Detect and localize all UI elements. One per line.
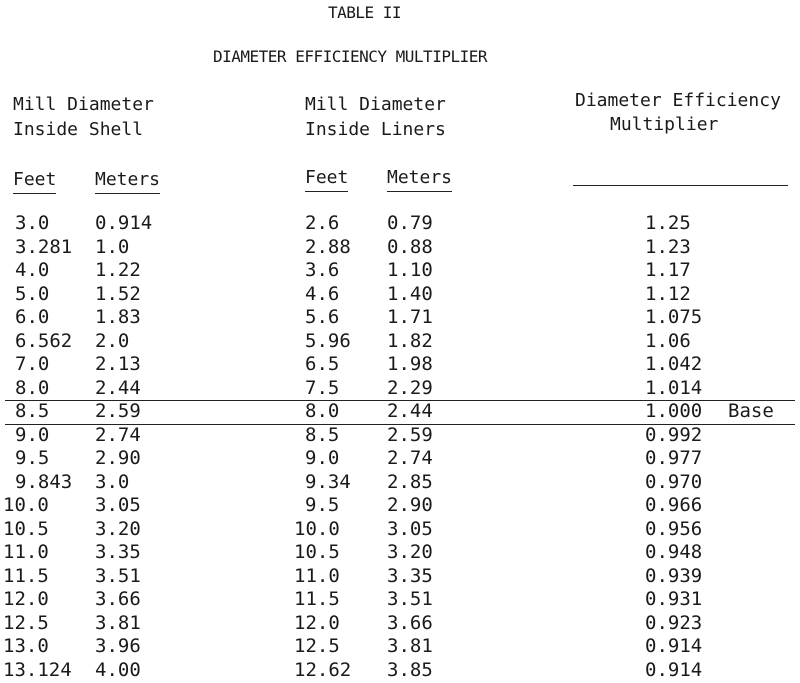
liner-feet-cell: 5.6	[305, 306, 340, 328]
shell-meters-cell: 3.0	[95, 470, 130, 493]
multiplier-cell: 0.931	[645, 588, 703, 610]
multiplier-cell: 0.948	[645, 541, 703, 563]
liner-meters-cell: 1.10	[387, 259, 433, 281]
shell-feet-cell: 12.5	[3, 611, 49, 634]
liner-feet-cell: 10.0	[294, 517, 340, 540]
multiplier-cell: 0.977	[645, 447, 703, 469]
liner-meters-cell: 2.44	[387, 400, 433, 422]
shell-meters-cell: 3.05	[95, 494, 141, 516]
shell-feet-cell: 12.0	[3, 588, 49, 610]
liner-meters-cell: 2.29	[387, 376, 433, 399]
multiplier-header-line2: Multiplier	[610, 114, 719, 135]
liner-meters-cell: 2.85	[387, 470, 433, 493]
shell-feet-cell: 13.124	[3, 658, 72, 681]
table-row	[0, 283, 800, 306]
multiplier-cell: 1.23	[645, 235, 691, 258]
shell-feet-cell: 3.0	[15, 212, 50, 234]
liner-meters-cell: 2.90	[387, 494, 433, 516]
shell-meters-cell: 1.22	[95, 259, 141, 281]
shell-meters-cell: 3.81	[95, 611, 141, 634]
table-row	[0, 306, 800, 329]
shell-meters-cell: 2.44	[95, 376, 141, 399]
liners-meters-header: Meters	[387, 165, 452, 192]
liner-meters-cell: 2.59	[387, 423, 433, 446]
multiplier-header-line1: Diameter Efficiency	[575, 90, 781, 111]
liner-feet-cell: 9.34	[305, 470, 351, 493]
multiplier-cell: 0.914	[645, 658, 703, 681]
shell-feet-cell: 10.0	[3, 494, 49, 516]
shell-meters-cell: 3.66	[95, 588, 141, 610]
liner-feet-cell: 12.5	[294, 635, 340, 657]
shell-meters-cell: 3.96	[95, 635, 141, 657]
table-row	[0, 259, 800, 282]
multiplier-cell: 1.000	[645, 400, 703, 422]
multiplier-cell: 1.06	[645, 329, 691, 352]
shell-meters-cell: 2.0	[95, 329, 130, 352]
liner-meters-cell: 0.79	[387, 212, 433, 234]
shell-feet-cell: 11.5	[3, 564, 49, 587]
liner-meters-cell: 1.40	[387, 282, 433, 305]
liner-meters-cell: 3.05	[387, 517, 433, 540]
shell-feet-cell: 6.0	[15, 306, 50, 328]
shell-feet-header: Feet	[13, 167, 56, 194]
liner-meters-cell: 1.82	[387, 329, 433, 352]
liner-feet-cell: 6.5	[305, 353, 340, 375]
shell-feet-cell: 8.0	[15, 376, 50, 399]
shell-meters-cell: 1.83	[95, 306, 141, 328]
table-row	[0, 424, 800, 447]
base-label: Base	[728, 400, 774, 422]
liner-feet-cell: 7.5	[305, 376, 340, 399]
table-row	[0, 212, 800, 235]
liner-meters-cell: 3.51	[387, 588, 433, 610]
liner-meters-cell: 3.35	[387, 564, 433, 587]
table-title: TABLE II	[328, 3, 402, 22]
shell-meters-cell: 2.90	[95, 447, 141, 469]
multiplier-cell: 0.956	[645, 517, 703, 540]
multiplier-cell: 1.075	[645, 306, 703, 328]
shell-meters-cell: 3.51	[95, 564, 141, 587]
table-row	[0, 635, 800, 658]
liner-feet-cell: 4.6	[305, 282, 340, 305]
multiplier-cell: 1.25	[645, 212, 691, 234]
multiplier-cell: 0.966	[645, 494, 703, 516]
table-row	[0, 659, 800, 682]
shell-meters-cell: 2.59	[95, 400, 141, 422]
table-row	[0, 471, 800, 494]
liner-feet-cell: 8.5	[305, 423, 340, 446]
liner-feet-cell: 9.0	[305, 447, 340, 469]
base-row-bottom-rule	[5, 424, 795, 425]
table-subtitle: DIAMETER EFFICIENCY MULTIPLIER	[213, 47, 487, 66]
table-row	[0, 612, 800, 635]
base-row-top-rule	[5, 400, 795, 401]
shell-feet-cell: 3.281	[15, 235, 73, 258]
table-row	[0, 377, 800, 400]
shell-feet-cell: 5.0	[15, 282, 50, 305]
table-row	[0, 236, 800, 259]
shell-feet-cell: 9.0	[15, 423, 50, 446]
liner-feet-cell: 5.96	[305, 329, 351, 352]
shell-feet-cell: 10.5	[3, 517, 49, 540]
liner-feet-cell: 10.5	[294, 541, 340, 563]
shell-feet-cell: 6.562	[15, 329, 73, 352]
liner-feet-cell: 11.0	[294, 564, 340, 587]
table-row	[0, 588, 800, 611]
liner-meters-cell: 1.98	[387, 353, 433, 375]
shell-feet-cell: 9.843	[15, 470, 73, 493]
multiplier-cell: 0.939	[645, 564, 703, 587]
liner-meters-cell: 1.71	[387, 306, 433, 328]
liner-feet-cell: 9.5	[305, 494, 340, 516]
liner-feet-cell: 12.62	[294, 658, 352, 681]
shell-meters-cell: 3.20	[95, 517, 141, 540]
multiplier-cell: 0.992	[645, 423, 703, 446]
liner-meters-cell: 3.81	[387, 635, 433, 657]
liner-feet-cell: 8.0	[305, 400, 340, 422]
shell-feet-cell: 7.0	[15, 353, 50, 375]
multiplier-header-rule	[573, 185, 788, 186]
liners-feet-header: Feet	[305, 165, 348, 192]
shell-meters-cell: 4.00	[95, 658, 141, 681]
shell-meters-header: Meters	[95, 167, 160, 194]
shell-meters-cell: 2.74	[95, 423, 141, 446]
liner-meters-cell: 0.88	[387, 235, 433, 258]
liner-feet-cell: 2.6	[305, 212, 340, 234]
multiplier-cell: 1.042	[645, 353, 703, 375]
multiplier-cell: 0.923	[645, 611, 703, 634]
shell-meters-cell: 1.0	[95, 235, 130, 258]
table-row	[0, 565, 800, 588]
table-row	[0, 494, 800, 517]
table-row	[0, 330, 800, 353]
table-row	[0, 518, 800, 541]
liner-feet-cell: 12.0	[294, 611, 340, 634]
shell-meters-cell: 2.13	[95, 353, 141, 375]
liner-meters-cell: 3.66	[387, 611, 433, 634]
shell-header-line1: Mill Diameter	[13, 94, 154, 115]
liner-meters-cell: 2.74	[387, 447, 433, 469]
liners-header-line2: Inside Liners	[305, 119, 446, 140]
multiplier-cell: 1.17	[645, 259, 691, 281]
shell-feet-cell: 8.5	[15, 400, 50, 422]
liner-feet-cell: 3.6	[305, 259, 340, 281]
shell-feet-cell: 9.5	[15, 447, 50, 469]
shell-header-line2: Inside Shell	[13, 119, 144, 140]
liner-meters-cell: 3.85	[387, 658, 433, 681]
shell-meters-cell: 0.914	[95, 212, 153, 234]
table-row-base	[0, 400, 800, 423]
table-row	[0, 353, 800, 376]
shell-feet-cell: 4.0	[15, 259, 50, 281]
liner-feet-cell: 2.88	[305, 235, 351, 258]
multiplier-cell: 0.914	[645, 635, 703, 657]
shell-meters-cell: 1.52	[95, 282, 141, 305]
shell-feet-cell: 11.0	[3, 541, 49, 563]
liners-header-line1: Mill Diameter	[305, 94, 446, 115]
table-row	[0, 447, 800, 470]
liner-meters-cell: 3.20	[387, 541, 433, 563]
table-row	[0, 541, 800, 564]
shell-meters-cell: 3.35	[95, 541, 141, 563]
liner-feet-cell: 11.5	[294, 588, 340, 610]
shell-feet-cell: 13.0	[3, 635, 49, 657]
multiplier-cell: 1.12	[645, 282, 691, 305]
multiplier-cell: 1.014	[645, 376, 703, 399]
multiplier-cell: 0.970	[645, 470, 703, 493]
